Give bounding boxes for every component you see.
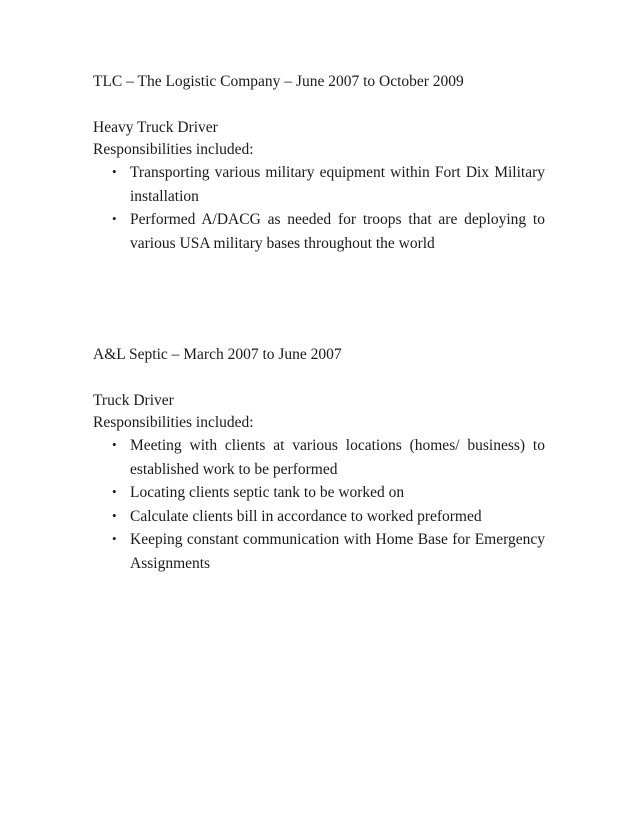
bullet-icon: • — [112, 484, 117, 499]
job-section-1 — [93, 71, 545, 93]
responsibilities-list — [93, 434, 545, 575]
job-title: Truck Driver — [93, 392, 174, 409]
bullet-icon: • — [112, 164, 117, 179]
list-item-text: Meeting with clients at various locations (homes/ business) to established work to be performed — [130, 437, 545, 478]
bullet-icon: • — [112, 531, 117, 546]
responsibilities-list — [93, 161, 545, 255]
job-header: TLC – The Logistic Company – June 2007 to October 2009 — [93, 73, 464, 90]
job-details-1 — [93, 117, 545, 255]
list-item-text: Performed A/DACG as needed for troops that are deploying to various USA military bases throughout the world — [130, 211, 545, 252]
list-item — [93, 434, 545, 481]
list-item — [93, 528, 545, 575]
responsibilities-label: Responsibilities included: — [93, 414, 254, 431]
job-details-2 — [93, 390, 545, 575]
job-title: Heavy Truck Driver — [93, 119, 218, 136]
list-item — [93, 505, 545, 529]
list-item-text: Keeping constant communication with Home Base for Emergency Assignments — [130, 531, 545, 572]
list-item-text: Calculate clients bill in accordance to worked preformed — [130, 507, 482, 525]
list-item-text: Locating clients septic tank to be worked on — [130, 484, 405, 501]
job-header: A&L Septic – March 2007 to June 2007 — [93, 346, 342, 363]
bullet-icon: • — [112, 507, 117, 523]
list-item-text: Transporting various military equipment within Fort Dix Military installation — [130, 164, 545, 205]
job-section-2 — [93, 344, 545, 366]
list-item — [93, 208, 545, 255]
list-item — [93, 161, 545, 208]
responsibilities-label: Responsibilities included: — [93, 141, 254, 158]
bullet-icon: • — [112, 437, 117, 452]
bullet-icon: • — [112, 211, 117, 226]
list-item — [93, 481, 545, 505]
